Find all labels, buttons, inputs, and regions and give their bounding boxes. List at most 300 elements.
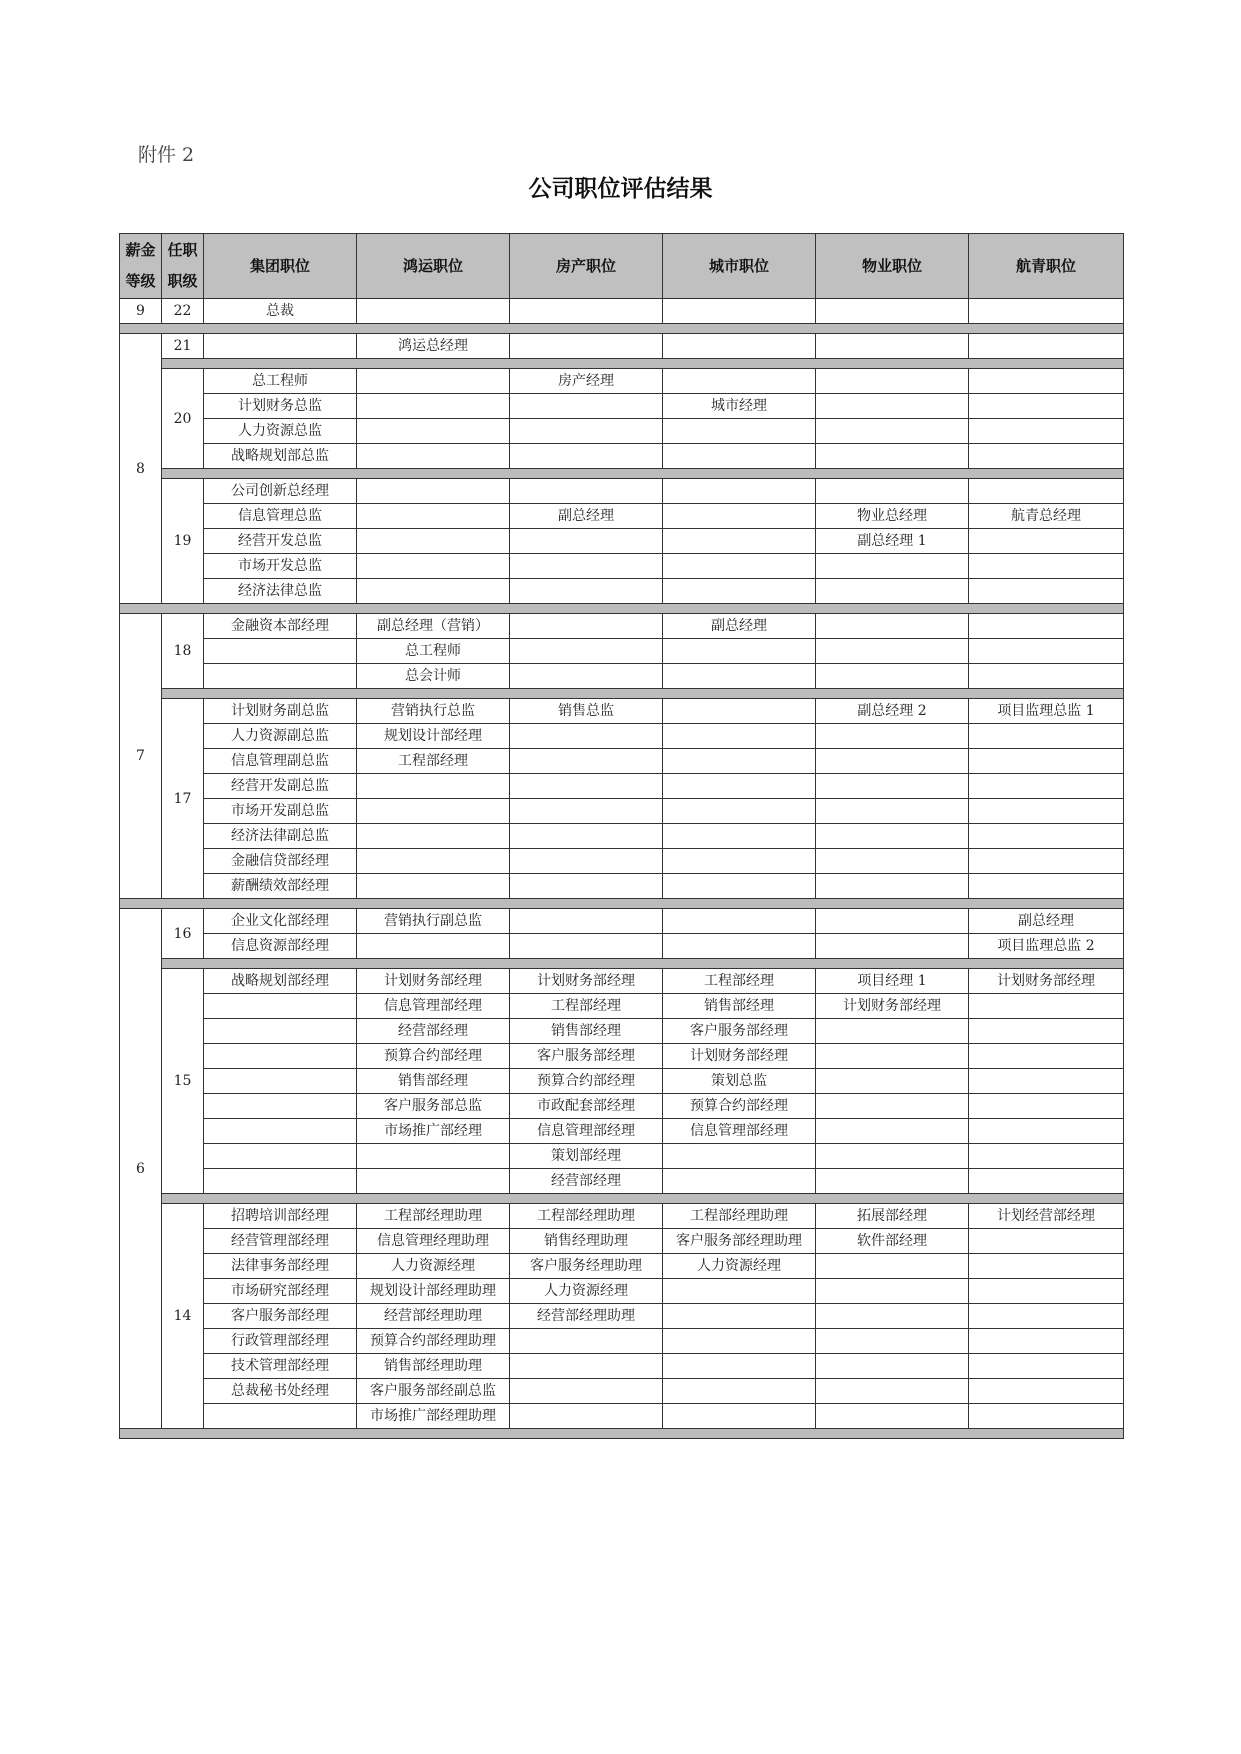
position-cell-hongyun: 规划设计部经理助理 bbox=[357, 1279, 510, 1304]
position-cell-estate: 副总经理 2 bbox=[816, 699, 969, 724]
position-cell-estate: 计划财务部经理 bbox=[816, 994, 969, 1019]
separator-cell bbox=[120, 1429, 1124, 1439]
position-cell-estate bbox=[816, 1169, 969, 1194]
table-row bbox=[120, 934, 1124, 959]
position-cell-group: 经济法律副总监 bbox=[204, 824, 357, 849]
table-row bbox=[120, 639, 1124, 664]
position-cell-hongyun bbox=[357, 1144, 510, 1169]
position-cell-city: 信息管理部经理 bbox=[663, 1119, 816, 1144]
position-cell-property bbox=[510, 909, 663, 934]
position-cell-group: 市场研究部经理 bbox=[204, 1279, 357, 1304]
position-cell-estate bbox=[816, 614, 969, 639]
position-cell-hangqing bbox=[969, 1044, 1124, 1069]
header-row bbox=[120, 234, 1124, 299]
position-cell-hongyun: 工程部经理 bbox=[357, 749, 510, 774]
position-cell-hangqing bbox=[969, 1254, 1124, 1279]
position-cell-hangqing bbox=[969, 849, 1124, 874]
position-cell-property bbox=[510, 934, 663, 959]
position-cell-estate bbox=[816, 1019, 969, 1044]
position-cell-property: 预算合约部经理 bbox=[510, 1069, 663, 1094]
position-cell-estate bbox=[816, 849, 969, 874]
job-level-cell: 17 bbox=[162, 699, 204, 899]
position-cell-hongyun: 营销执行总监 bbox=[357, 699, 510, 724]
position-cell-property: 经营部经理 bbox=[510, 1169, 663, 1194]
position-cell-property: 经营部经理助理 bbox=[510, 1304, 663, 1329]
position-cell-group: 总裁秘书处经理 bbox=[204, 1379, 357, 1404]
position-cell-city bbox=[663, 1379, 816, 1404]
table-row bbox=[120, 664, 1124, 689]
separator-cell bbox=[162, 1194, 1124, 1204]
position-cell-city bbox=[663, 1329, 816, 1354]
job-level-cell: 14 bbox=[162, 1204, 204, 1429]
table-row bbox=[120, 774, 1124, 799]
position-cell-hongyun: 规划设计部经理 bbox=[357, 724, 510, 749]
table-row bbox=[120, 554, 1124, 579]
table-row bbox=[120, 444, 1124, 469]
position-cell-group: 技术管理部经理 bbox=[204, 1354, 357, 1379]
position-cell-estate bbox=[816, 909, 969, 934]
table-row bbox=[120, 614, 1124, 639]
position-cell-estate bbox=[816, 1354, 969, 1379]
position-cell-group: 薪酬绩效部经理 bbox=[204, 874, 357, 899]
table-row bbox=[120, 1094, 1124, 1119]
position-cell-city: 销售部经理 bbox=[663, 994, 816, 1019]
position-cell-hongyun: 人力资源经理 bbox=[357, 1254, 510, 1279]
position-cell-hongyun: 经营部经理 bbox=[357, 1019, 510, 1044]
salary-grade-cell: 6 bbox=[120, 909, 162, 1429]
position-cell-property bbox=[510, 639, 663, 664]
position-cell-city bbox=[663, 724, 816, 749]
position-cell-estate bbox=[816, 444, 969, 469]
position-cell-property bbox=[510, 824, 663, 849]
position-cell-estate bbox=[816, 1044, 969, 1069]
table-row bbox=[120, 1379, 1124, 1404]
header-salary-grade: 薪金等级 bbox=[120, 234, 162, 299]
table-row bbox=[120, 1404, 1124, 1429]
position-cell-hangqing bbox=[969, 419, 1124, 444]
position-cell-property bbox=[510, 614, 663, 639]
position-cell-hongyun bbox=[357, 529, 510, 554]
position-cell-estate bbox=[816, 799, 969, 824]
position-cell-group: 经济法律总监 bbox=[204, 579, 357, 604]
table-row bbox=[120, 909, 1124, 934]
position-cell-city bbox=[663, 1169, 816, 1194]
position-cell-city bbox=[663, 579, 816, 604]
position-cell-hongyun bbox=[357, 849, 510, 874]
position-cell-city: 计划财务部经理 bbox=[663, 1044, 816, 1069]
position-cell-property: 信息管理部经理 bbox=[510, 1119, 663, 1144]
position-cell-estate bbox=[816, 1119, 969, 1144]
position-cell-property bbox=[510, 799, 663, 824]
position-cell-estate bbox=[816, 774, 969, 799]
attachment-label: 附件 2 bbox=[138, 144, 195, 166]
position-cell-city: 城市经理 bbox=[663, 394, 816, 419]
table-row bbox=[120, 824, 1124, 849]
position-cell-estate bbox=[816, 749, 969, 774]
position-cell-estate: 副总经理 1 bbox=[816, 529, 969, 554]
position-cell-hongyun: 工程部经理助理 bbox=[357, 1204, 510, 1229]
grade-separator-row bbox=[120, 1429, 1124, 1439]
position-cell-hangqing bbox=[969, 1279, 1124, 1304]
position-cell-hongyun: 客户服务部经副总监 bbox=[357, 1379, 510, 1404]
position-cell-city bbox=[663, 1404, 816, 1429]
position-cell-property: 市政配套部经理 bbox=[510, 1094, 663, 1119]
position-cell-group bbox=[204, 1069, 357, 1094]
table-row bbox=[120, 1204, 1124, 1229]
position-cell-city bbox=[663, 909, 816, 934]
position-cell-hongyun bbox=[357, 419, 510, 444]
position-cell-estate bbox=[816, 724, 969, 749]
grade-separator-row bbox=[120, 604, 1124, 614]
position-cell-group bbox=[204, 1094, 357, 1119]
table-row bbox=[120, 1279, 1124, 1304]
position-cell-hangqing bbox=[969, 774, 1124, 799]
position-cell-city: 客户服务部经理 bbox=[663, 1019, 816, 1044]
position-cell-estate bbox=[816, 664, 969, 689]
table-row bbox=[120, 369, 1124, 394]
position-cell-city bbox=[663, 479, 816, 504]
table-row bbox=[120, 334, 1124, 359]
position-cell-hongyun bbox=[357, 504, 510, 529]
table-row bbox=[120, 1354, 1124, 1379]
table-row bbox=[120, 1144, 1124, 1169]
header-property: 房产职位 bbox=[510, 234, 663, 299]
position-cell-city bbox=[663, 849, 816, 874]
position-cell-city bbox=[663, 934, 816, 959]
position-cell-hangqing: 航青总经理 bbox=[969, 504, 1124, 529]
position-cell-hangqing bbox=[969, 1069, 1124, 1094]
table-row bbox=[120, 1019, 1124, 1044]
table-row bbox=[120, 1069, 1124, 1094]
position-cell-property bbox=[510, 579, 663, 604]
position-cell-hongyun: 经营部经理助理 bbox=[357, 1304, 510, 1329]
position-cell-hangqing bbox=[969, 1119, 1124, 1144]
position-cell-estate: 拓展部经理 bbox=[816, 1204, 969, 1229]
position-cell-hongyun: 计划财务部经理 bbox=[357, 969, 510, 994]
position-cell-city bbox=[663, 1279, 816, 1304]
position-cell-hongyun bbox=[357, 1169, 510, 1194]
position-cell-city bbox=[663, 1304, 816, 1329]
position-cell-estate bbox=[816, 579, 969, 604]
position-cell-group: 战略规划部总监 bbox=[204, 444, 357, 469]
position-cell-estate bbox=[816, 824, 969, 849]
table-row bbox=[120, 579, 1124, 604]
position-cell-property: 销售经理助理 bbox=[510, 1229, 663, 1254]
header-hongyun: 鸿运职位 bbox=[357, 234, 510, 299]
level-separator-row bbox=[120, 359, 1124, 369]
position-cell-hongyun: 预算合约部经理 bbox=[357, 1044, 510, 1069]
position-cell-group: 金融信贷部经理 bbox=[204, 849, 357, 874]
table-row bbox=[120, 479, 1124, 504]
position-cell-estate bbox=[816, 1304, 969, 1329]
position-cell-hangqing: 副总经理 bbox=[969, 909, 1124, 934]
position-cell-property bbox=[510, 299, 663, 324]
position-cell-group: 信息资源部经理 bbox=[204, 934, 357, 959]
position-cell-property bbox=[510, 334, 663, 359]
position-cell-city: 客户服务部经理助理 bbox=[663, 1229, 816, 1254]
separator-cell bbox=[120, 324, 1124, 334]
position-cell-group: 行政管理部经理 bbox=[204, 1329, 357, 1354]
position-cell-estate bbox=[816, 639, 969, 664]
position-cell-estate bbox=[816, 934, 969, 959]
position-cell-hongyun bbox=[357, 369, 510, 394]
position-cell-city bbox=[663, 639, 816, 664]
job-level-cell: 16 bbox=[162, 909, 204, 959]
position-cell-hangqing bbox=[969, 614, 1124, 639]
position-cell-group bbox=[204, 1119, 357, 1144]
position-cell-group bbox=[204, 1019, 357, 1044]
position-cell-city bbox=[663, 664, 816, 689]
table-row bbox=[120, 394, 1124, 419]
position-cell-hangqing bbox=[969, 1354, 1124, 1379]
position-cell-estate bbox=[816, 1404, 969, 1429]
position-cell-hangqing bbox=[969, 639, 1124, 664]
position-cell-hongyun: 预算合约部经理助理 bbox=[357, 1329, 510, 1354]
separator-cell bbox=[162, 469, 1124, 479]
level-separator-row bbox=[120, 469, 1124, 479]
position-cell-hongyun: 客户服务部总监 bbox=[357, 1094, 510, 1119]
position-cell-group bbox=[204, 1044, 357, 1069]
position-cell-property: 计划财务部经理 bbox=[510, 969, 663, 994]
table-row bbox=[120, 1119, 1124, 1144]
position-cell-city bbox=[663, 774, 816, 799]
position-cell-property bbox=[510, 479, 663, 504]
position-cell-group: 人力资源总监 bbox=[204, 419, 357, 444]
position-cell-hongyun bbox=[357, 444, 510, 469]
position-cell-city bbox=[663, 554, 816, 579]
evaluation-table-container bbox=[119, 233, 1124, 1439]
table-row bbox=[120, 994, 1124, 1019]
position-cell-estate bbox=[816, 1094, 969, 1119]
position-cell-estate bbox=[816, 369, 969, 394]
separator-cell bbox=[162, 689, 1124, 699]
table-row bbox=[120, 849, 1124, 874]
position-cell-city bbox=[663, 419, 816, 444]
position-cell-estate bbox=[816, 299, 969, 324]
position-cell-group bbox=[204, 334, 357, 359]
position-cell-estate bbox=[816, 1279, 969, 1304]
position-cell-property: 策划部经理 bbox=[510, 1144, 663, 1169]
position-cell-property bbox=[510, 1354, 663, 1379]
position-cell-city: 副总经理 bbox=[663, 614, 816, 639]
position-cell-group: 战略规划部经理 bbox=[204, 969, 357, 994]
position-cell-hangqing bbox=[969, 1019, 1124, 1044]
position-cell-hongyun bbox=[357, 824, 510, 849]
position-cell-group: 经营开发副总监 bbox=[204, 774, 357, 799]
position-cell-hongyun bbox=[357, 299, 510, 324]
position-cell-group: 市场开发副总监 bbox=[204, 799, 357, 824]
position-cell-hangqing: 项目监理总监 2 bbox=[969, 934, 1124, 959]
grade-separator-row bbox=[120, 899, 1124, 909]
position-cell-hongyun: 营销执行副总监 bbox=[357, 909, 510, 934]
position-cell-hongyun: 销售部经理 bbox=[357, 1069, 510, 1094]
separator-cell bbox=[162, 959, 1124, 969]
position-cell-estate bbox=[816, 479, 969, 504]
position-cell-hongyun bbox=[357, 394, 510, 419]
position-cell-city bbox=[663, 824, 816, 849]
position-cell-group: 法律事务部经理 bbox=[204, 1254, 357, 1279]
position-cell-city bbox=[663, 699, 816, 724]
job-level-cell: 19 bbox=[162, 479, 204, 604]
table-row bbox=[120, 299, 1124, 324]
position-cell-city: 人力资源经理 bbox=[663, 1254, 816, 1279]
table-row bbox=[120, 1329, 1124, 1354]
position-cell-hangqing bbox=[969, 1304, 1124, 1329]
position-cell-estate bbox=[816, 874, 969, 899]
position-cell-property bbox=[510, 394, 663, 419]
position-cell-estate bbox=[816, 419, 969, 444]
header-group: 集团职位 bbox=[204, 234, 357, 299]
position-cell-hangqing bbox=[969, 369, 1124, 394]
position-cell-property bbox=[510, 1379, 663, 1404]
page-title: 公司职位评估结果 bbox=[528, 176, 713, 202]
job-level-cell: 21 bbox=[162, 334, 204, 359]
position-cell-property bbox=[510, 529, 663, 554]
position-cell-hangqing bbox=[969, 824, 1124, 849]
position-cell-group bbox=[204, 1404, 357, 1429]
position-cell-estate bbox=[816, 1379, 969, 1404]
table-row bbox=[120, 419, 1124, 444]
header-estate: 物业职位 bbox=[816, 234, 969, 299]
table-row bbox=[120, 969, 1124, 994]
table-row bbox=[120, 504, 1124, 529]
position-cell-hangqing bbox=[969, 1379, 1124, 1404]
table-row bbox=[120, 1229, 1124, 1254]
position-cell-estate bbox=[816, 334, 969, 359]
position-cell-group bbox=[204, 994, 357, 1019]
position-cell-hongyun bbox=[357, 874, 510, 899]
position-cell-group bbox=[204, 639, 357, 664]
table-row bbox=[120, 699, 1124, 724]
position-cell-group: 信息管理总监 bbox=[204, 504, 357, 529]
position-cell-hangqing bbox=[969, 1229, 1124, 1254]
position-cell-hangqing bbox=[969, 334, 1124, 359]
table-row bbox=[120, 724, 1124, 749]
position-cell-hangqing bbox=[969, 749, 1124, 774]
position-cell-group: 总裁 bbox=[204, 299, 357, 324]
position-cell-city: 策划总监 bbox=[663, 1069, 816, 1094]
position-cell-group bbox=[204, 1144, 357, 1169]
position-cell-estate bbox=[816, 1329, 969, 1354]
position-cell-hangqing bbox=[969, 529, 1124, 554]
position-cell-city bbox=[663, 299, 816, 324]
table-row bbox=[120, 749, 1124, 774]
position-cell-hangqing bbox=[969, 724, 1124, 749]
grade-separator-row bbox=[120, 324, 1124, 334]
position-cell-hangqing bbox=[969, 664, 1124, 689]
level-separator-row bbox=[120, 689, 1124, 699]
position-cell-property bbox=[510, 849, 663, 874]
table-row bbox=[120, 874, 1124, 899]
position-cell-hangqing: 项目监理总监 1 bbox=[969, 699, 1124, 724]
job-level-cell: 22 bbox=[162, 299, 204, 324]
position-cell-city bbox=[663, 504, 816, 529]
position-cell-hangqing bbox=[969, 394, 1124, 419]
position-cell-group: 公司创新总经理 bbox=[204, 479, 357, 504]
position-cell-hangqing bbox=[969, 1169, 1124, 1194]
position-cell-hongyun: 信息管理经理助理 bbox=[357, 1229, 510, 1254]
evaluation-table bbox=[119, 233, 1124, 1439]
position-cell-city bbox=[663, 874, 816, 899]
position-cell-property: 房产经理 bbox=[510, 369, 663, 394]
salary-grade-cell: 9 bbox=[120, 299, 162, 324]
position-cell-estate bbox=[816, 1254, 969, 1279]
position-cell-hongyun: 市场推广部经理助理 bbox=[357, 1404, 510, 1429]
position-cell-property bbox=[510, 724, 663, 749]
position-cell-hangqing bbox=[969, 1404, 1124, 1429]
position-cell-city bbox=[663, 444, 816, 469]
header-city: 城市职位 bbox=[663, 234, 816, 299]
position-cell-hangqing bbox=[969, 1094, 1124, 1119]
position-cell-hangqing bbox=[969, 799, 1124, 824]
table-row bbox=[120, 1169, 1124, 1194]
position-cell-city: 预算合约部经理 bbox=[663, 1094, 816, 1119]
position-cell-city bbox=[663, 1354, 816, 1379]
separator-cell bbox=[120, 899, 1124, 909]
position-cell-hangqing bbox=[969, 479, 1124, 504]
header-job-level: 任职职级 bbox=[162, 234, 204, 299]
position-cell-hangqing bbox=[969, 874, 1124, 899]
position-cell-group: 人力资源副总监 bbox=[204, 724, 357, 749]
position-cell-estate bbox=[816, 1144, 969, 1169]
position-cell-hangqing: 计划财务部经理 bbox=[969, 969, 1124, 994]
position-cell-city bbox=[663, 1144, 816, 1169]
position-cell-hongyun: 销售部经理助理 bbox=[357, 1354, 510, 1379]
position-cell-property bbox=[510, 749, 663, 774]
position-cell-property bbox=[510, 1404, 663, 1429]
level-separator-row bbox=[120, 1194, 1124, 1204]
position-cell-city: 工程部经理 bbox=[663, 969, 816, 994]
position-cell-estate: 项目经理 1 bbox=[816, 969, 969, 994]
separator-cell bbox=[162, 359, 1124, 369]
position-cell-estate bbox=[816, 554, 969, 579]
position-cell-hongyun: 鸿运总经理 bbox=[357, 334, 510, 359]
position-cell-hongyun: 副总经理（营销） bbox=[357, 614, 510, 639]
salary-grade-cell: 7 bbox=[120, 614, 162, 899]
position-cell-group: 总工程师 bbox=[204, 369, 357, 394]
position-cell-estate: 软件部经理 bbox=[816, 1229, 969, 1254]
position-cell-property bbox=[510, 444, 663, 469]
position-cell-group: 金融资本部经理 bbox=[204, 614, 357, 639]
position-cell-group: 招聘培训部经理 bbox=[204, 1204, 357, 1229]
table-row bbox=[120, 1254, 1124, 1279]
position-cell-group: 计划财务副总监 bbox=[204, 699, 357, 724]
job-level-cell: 15 bbox=[162, 969, 204, 1194]
position-cell-group: 经营开发总监 bbox=[204, 529, 357, 554]
position-cell-group: 经营管理部经理 bbox=[204, 1229, 357, 1254]
position-cell-group: 客户服务部经理 bbox=[204, 1304, 357, 1329]
position-cell-hangqing bbox=[969, 994, 1124, 1019]
job-level-cell: 18 bbox=[162, 614, 204, 689]
table-row bbox=[120, 1304, 1124, 1329]
position-cell-hangqing bbox=[969, 579, 1124, 604]
separator-cell bbox=[120, 604, 1124, 614]
position-cell-hangqing bbox=[969, 444, 1124, 469]
position-cell-estate bbox=[816, 1069, 969, 1094]
position-cell-property: 客户服务部经理 bbox=[510, 1044, 663, 1069]
position-cell-estate: 物业总经理 bbox=[816, 504, 969, 529]
position-cell-hongyun bbox=[357, 774, 510, 799]
position-cell-property bbox=[510, 664, 663, 689]
position-cell-property bbox=[510, 874, 663, 899]
job-level-cell: 20 bbox=[162, 369, 204, 469]
table-row bbox=[120, 1044, 1124, 1069]
position-cell-property: 人力资源经理 bbox=[510, 1279, 663, 1304]
salary-grade-cell: 8 bbox=[120, 334, 162, 604]
position-cell-city: 工程部经理助理 bbox=[663, 1204, 816, 1229]
position-cell-hongyun bbox=[357, 579, 510, 604]
position-cell-hongyun bbox=[357, 799, 510, 824]
